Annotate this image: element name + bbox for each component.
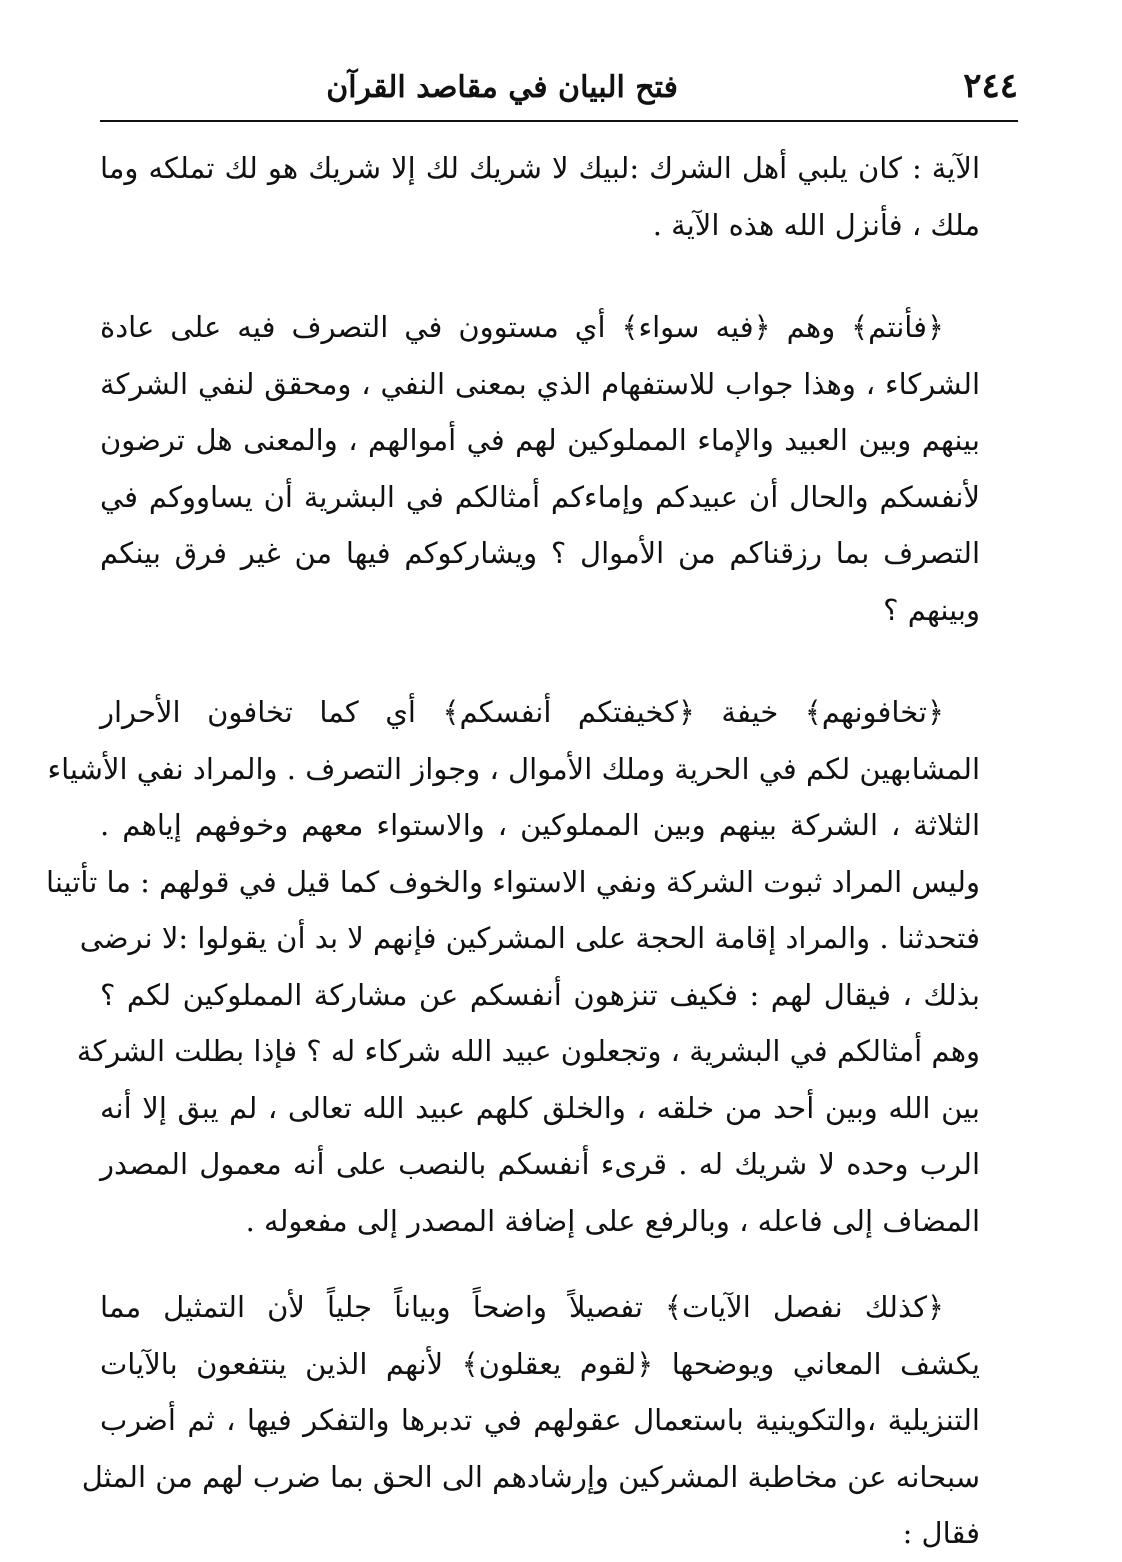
text-line: سبحانه عن مخاطبة المشركين وإرشادهم الى الحق بما ضرب لهم من المثل xyxy=(81,1459,980,1494)
text-line: بذلك ، فيقال لهم : فكيف تنزهون أنفسكم عن مشاركة المملوكين لكم ؟ xyxy=(100,977,980,1012)
text-line: المضاف إلى فاعله ، وبالرفع على إضافة المصدر إلى مفعوله . xyxy=(245,1203,980,1238)
text-line: الثلاثة ، الشركة بينهم وبين المملوكين ، والاستواء معهم وخوفهم إياهم . xyxy=(100,808,980,842)
text-line: الرب وحده لا شريك له . قرىء أنفسكم بالنصب على أنه معمول المصدر xyxy=(100,1147,980,1181)
text-line: وليس المراد ثبوت الشركة ونفي الاستواء والخوف كما قيل في قولهم : ما تأتينا xyxy=(46,864,980,899)
text-line: التنزيلية ،والتكوينية باستعمال عقولهم في تدبرها والتفكر فيها ، ثم أضرب xyxy=(100,1403,980,1437)
page-header xyxy=(100,62,1018,120)
text-line: الشركاء ، وهذا جواب للاستفهام الذي بمعنى النفي ، ومحقق لنفي الشركة xyxy=(100,366,980,401)
text-line: بين الله وبين أحد من خلقه ، والخلق كلهم عبيد الله تعالى ، لم يبق إلا أنه xyxy=(100,1090,980,1125)
page-body xyxy=(46,140,980,1562)
text-line: ﴿تخافونهم﴾ خيفة ﴿كخيفتكم أنفسكم﴾ أي كما تخافون الأحرار xyxy=(100,695,944,729)
text-line: التصرف بما رزقناكم من الأموال ؟ ويشاركوكم فيها من غير فرق بينكم xyxy=(100,536,980,570)
text-line: فقال : xyxy=(902,1516,980,1550)
paragraph-3 xyxy=(46,684,980,1249)
text-line: وبينهم ؟ xyxy=(883,592,980,627)
page-number: ٢٤٤ xyxy=(963,66,1018,106)
text-line: يكشف المعاني ويوضحها ﴿لقوم يعقلون﴾ لأنهم الذين ينتفعون بالآيات xyxy=(100,1346,980,1381)
text-line: الآية : كان يلبي أهل الشرك :لبيك لا شريك لك إلا شريك هو لك تملكه وما xyxy=(100,151,980,185)
paragraph-4 xyxy=(81,1279,980,1562)
text-line: لأنفسكم والحال أن عبيدكم وإماءكم أمثالكم في البشرية أن يساووكم في xyxy=(100,479,980,514)
text-line: وهم أمثالكم في البشرية ، وتجعلون عبيد الله شركاء له ؟ فإذا بطلت الشركة xyxy=(76,1034,980,1068)
text-line: فتحدثنا . والمراد إقامة الحجة على المشركين فإنهم لا بد أن يقولوا :لا نرضى xyxy=(79,921,980,955)
paragraph-2 xyxy=(100,299,980,638)
header-rule xyxy=(100,120,1018,122)
text-line: ﴿كذلك نفصل الآيات﴾ تفصيلاً واضحاً وبياناً جلياً لأن التمثيل مما xyxy=(100,1290,945,1324)
text-line: المشابهين لكم في الحرية وملك الأموال ، وجواز التصرف . والمراد نفي الأشياء xyxy=(47,751,980,786)
running-title: فتح البيان في مقاصد القرآن xyxy=(326,70,678,105)
paragraph-1 xyxy=(100,140,980,253)
text-line: بينهم وبين العبيد والإماء المملوكين لهم في أموالهم ، والمعنى هل ترضون xyxy=(100,423,980,457)
text-line: ملك ، فأنزل الله هذه الآية . xyxy=(652,207,980,242)
text-line: ﴿فأنتم﴾ وهم ﴿فيه سواء﴾ أي مستوون في التصرف فيه على عادة xyxy=(100,310,944,344)
